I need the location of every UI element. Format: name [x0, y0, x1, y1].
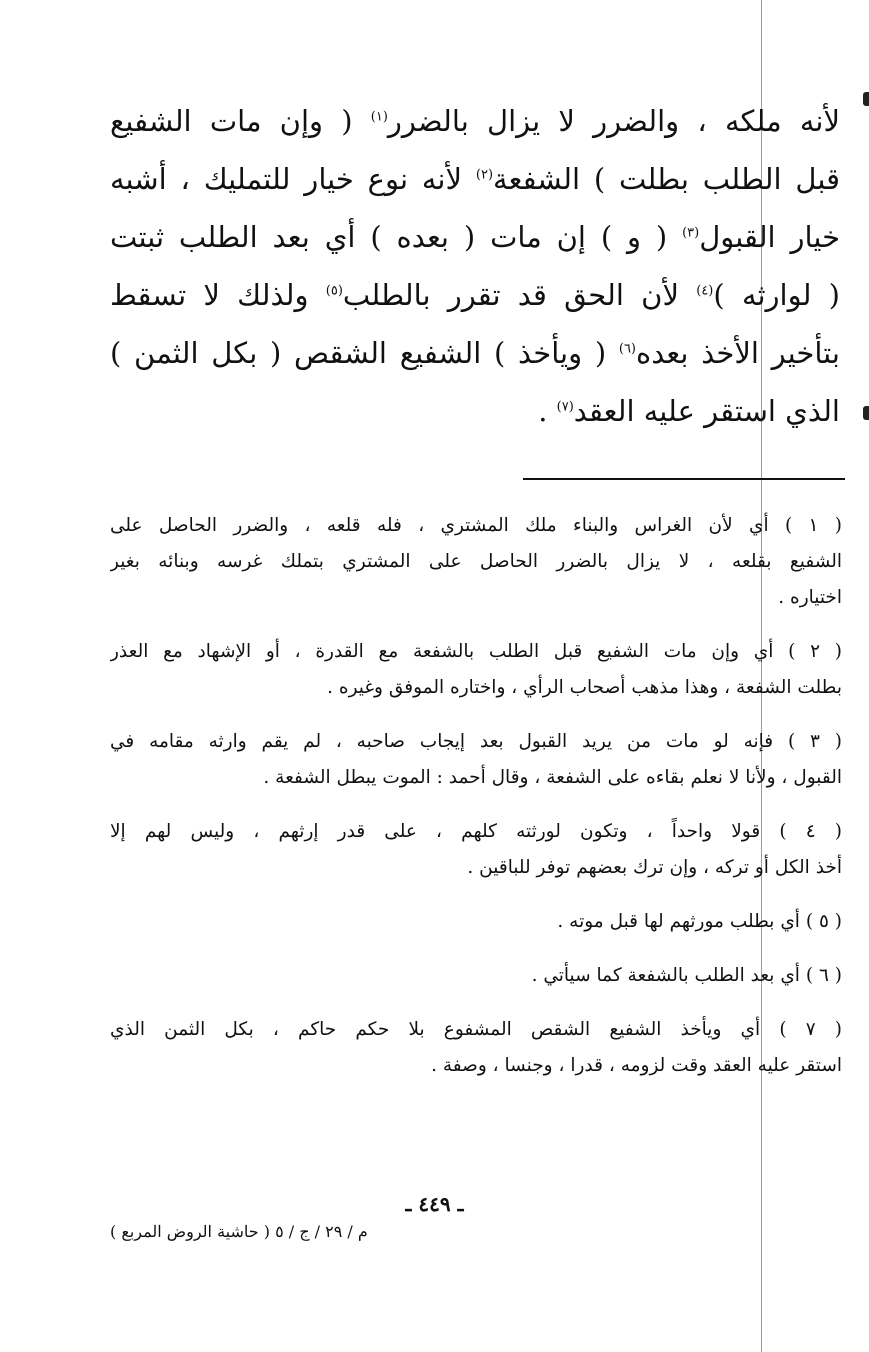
main-text-line-2: قبل الطلب بطلت ) الشفعة$^{(٢)}$ لأنه نوع خيار للتمليك ، أشبه — [110, 162, 840, 196]
footnote-1-line-3: اختياره . — [778, 587, 842, 608]
footnote-ref-1[interactable]: (١) — [370, 109, 388, 125]
main-text-line-4: ( لوارثه )$^{(٤)}$ لأن الحق قد تقرر بالطلب$^{(٥)}$ ولذلك لا تسقط — [110, 278, 840, 312]
print-signature: م / ٢٩ / ج / ٥ ( حاشية الروض المربع ) — [110, 1222, 368, 1241]
footnote-4-line-2: أخذ الكل أو تركه ، وإن ترك بعضهم توفر للباقين . — [467, 857, 842, 878]
footnote-number: ( ٦ ) — [805, 965, 842, 986]
footnote-number: ( ١ ) — [784, 515, 842, 536]
footnote-5-line-1: ( ٥ ) أي بطلب مورثهم لها قبل موته . — [557, 911, 842, 932]
footnote-ref-7[interactable]: (٧) — [556, 399, 574, 415]
main-text-line-1: لأنه ملكه ، والضرر لا يزال بالضرر$^{(١)}$ ( وإن مات الشفيع — [110, 104, 840, 138]
main-text-line-6: الذي استقر عليه العقد$^{(٧)}$ . — [538, 394, 840, 428]
footnote-number: ( ٧ ) — [779, 1019, 842, 1040]
footnote-1-line-2: الشفيع بقلعه ، لا يزال بالضرر الحاصل على المشتري بتملك غرسه وبنائه بغير — [110, 551, 842, 572]
edge-mark-middle — [863, 406, 869, 420]
footnote-ref-6[interactable]: (٦) — [618, 341, 636, 357]
footnote-1-line-1: ( ١ ) أي لأن الغراس والبناء ملك المشتري ، فله قلعه ، والضرر الحاصل على — [110, 515, 842, 536]
footnote-separator — [523, 478, 845, 480]
footnotes-block — [110, 508, 842, 1102]
footnote-5 — [110, 904, 842, 940]
page-number: ـ ٤٤٩ ـ — [405, 1192, 464, 1216]
footnote-6 — [110, 958, 842, 994]
footnote-6-line-1: ( ٦ ) أي بعد الطلب بالشفعة كما سيأتي . — [531, 965, 842, 986]
footnote-number: ( ٤ ) — [779, 821, 842, 842]
footnote-7-line-1: ( ٧ ) أي ويأخذ الشفيع الشقص المشفوع بلا حكم حاكم ، بكل الثمن الذي — [110, 1019, 842, 1040]
footnote-3 — [110, 724, 842, 796]
main-text-block — [110, 92, 840, 440]
main-text-line-3: خيار القبول$^{(٣)}$ ( و ) إن مات ( بعده ) أي بعد الطلب ثبتت — [110, 220, 840, 254]
footnote-7 — [110, 1012, 842, 1084]
footnote-4-line-1: ( ٤ ) قولا واحداً ، وتكون لورثته كلهم ، على قدر إرثهم ، وليس لهم إلا — [110, 821, 842, 842]
footnote-3-line-2: القبول ، ولأنا لا نعلم بقاءه على الشفعة ، وقال أحمد : الموت يبطل الشفعة . — [263, 767, 842, 788]
edge-mark-top — [863, 92, 869, 106]
footnote-4 — [110, 814, 842, 886]
footnote-2 — [110, 634, 842, 706]
footnote-ref-2[interactable]: (٢) — [475, 167, 494, 183]
footnote-1 — [110, 508, 842, 616]
footnote-3-line-1: ( ٣ ) فإنه لو مات من يريد القبول بعد إيجاب صاحبه ، لم يقم وارثه مقامه في — [110, 731, 842, 752]
footnote-number: ( ٢ ) — [788, 641, 842, 662]
main-text-line-5: بتأخير الأخذ بعده$^{(٦)}$ ( ويأخذ ) الشفيع الشقص ( بكل الثمن ) — [110, 336, 840, 370]
footnote-ref-3[interactable]: (٣) — [682, 225, 700, 241]
footnote-2-line-2: بطلت الشفعة ، وهذا مذهب أصحاب الرأي ، واختاره الموفق وغيره . — [327, 677, 842, 698]
footnote-ref-4[interactable]: (٤) — [696, 283, 714, 299]
footnote-number: ( ٥ ) — [805, 911, 842, 932]
footnote-7-line-2: استقر عليه العقد وقت لزومه ، قدرا ، وجنسا ، وصفة . — [431, 1055, 842, 1076]
footnote-number: ( ٣ ) — [787, 731, 842, 752]
footnote-2-line-1: ( ٢ ) أي وإن مات الشفيع قبل الطلب بالشفعة مع القدرة ، أو الإشهاد مع العذر — [110, 641, 842, 662]
footnote-ref-5[interactable]: (٥) — [325, 283, 343, 299]
